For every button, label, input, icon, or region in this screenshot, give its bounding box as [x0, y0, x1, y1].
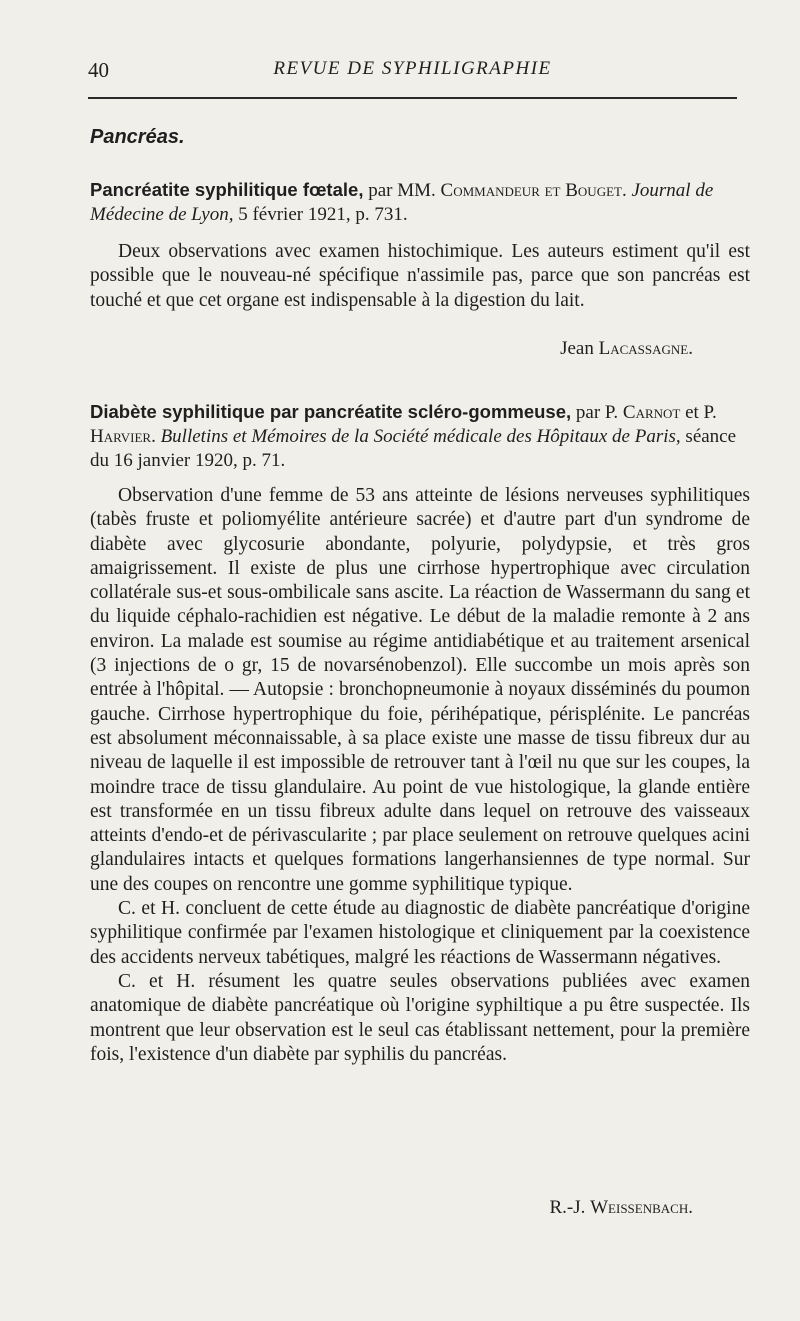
article2-author2: Harvier. [90, 426, 156, 447]
article2-signature [549, 1197, 693, 1219]
section-title: Pancréas. [90, 126, 185, 148]
article2-title: Diabète syphilitique par pancréatite scléro-gommeuse, [90, 401, 572, 422]
article2-signature-first: R.-J. [549, 1197, 591, 1218]
article1-body: Deux observations avec examen histochimique. Les auteurs estiment qu'il est possible que le nouveau-né spécifique n'assimile pas, parce que son pancréas est touché et que cet organe est indispensable à la digestion du lait. [90, 241, 750, 311]
article1-signature-first: Jean [560, 338, 599, 359]
article2-date: séance du 16 janvier 1920, p. 71. [90, 426, 737, 471]
article1-title: Pancréatite syphilitique fœtale, [90, 179, 364, 200]
article2-signature-last: Weissenbach. [590, 1197, 693, 1218]
article1-signature [560, 338, 693, 360]
article2-journal: Bulletins et Mémoires de la Société médicale des Hôpitaux de Paris, [155, 426, 681, 447]
article2-authors-mid: et P. [680, 402, 717, 423]
article2-authors-prefix: par P. [571, 402, 623, 423]
article1-authors-prefix: par MM. [363, 180, 441, 201]
article2-paragraph-2: C. et H. concluent de cette étude au diagnostic de diabète pancréatique d'origine syphilitique confirmée par l'examen histologique et cliniquement par la coexistence des accidents nerveux tabétiques, malgré les réactions de Wassermann négatives. [90, 898, 750, 968]
article1-signature-last: Lacassagne. [598, 338, 693, 359]
article2-author1: Carnot [622, 402, 681, 423]
article1-date: 5 février 1921, p. 731. [233, 204, 408, 225]
article2-paragraph-1: Observation d'une femme de 53 ans atteinte de lésions nerveuses syphilitiques (tabès fruste et poliomyélite antérieure sacrée) et d'autre part d'un syndrome de diabète avec glycosurie abondante, polyurie, polydypsie, et très gros amaigrissement. Il existe de plus une cirrhose hypertrophique avec circulation collatérale sus-et sous-ombilicale sans ascite. La réaction de Wassermann du sang et du liquide céphalo-rachidien est négative. Le début de la maladie remonte à 2 ans environ. La malade est soumise au régime antidiabétique et au traitement arsenical (3 injections de o gr, 15 de novarsénobenzol). Elle succombe un mois après son entrée à l'hôpital. — Autopsie : bronchopneumonie à noyaux disséminés du poumon gauche. Cirrhose hypertrophique du foie, périhépatique, périsplénite. Le pancréas est absolument méconnaissable, à sa place existe une masse de tissu fibreux dur au niveau de laquelle il est impossible de retrouver tant à l'œil nu que sur les coupes, la moindre trace de tissu glandulaire. Au point de vue histologique, la glande entière est transformée en un tissu fibreux adulte dans lequel on retrouve des vaisseaux atteints d'endo-et de périvascularite ; par place seulement on retrouve quelques acini glandulaires intacts et quelques formations langerhansiennes de type normal. Sur une des coupes on rencontre une gomme syphilitique typique. [90, 485, 750, 895]
header-rule [88, 97, 737, 99]
article2-reference [90, 400, 750, 473]
page-header [88, 58, 737, 84]
article1-reference [90, 178, 750, 227]
page-number: 40 [88, 58, 109, 82]
running-title: REVUE DE SYPHILIGRAPHIE [273, 58, 552, 79]
article2-body [90, 484, 750, 1067]
article2-paragraph-3: C. et H. résument les quatre seules observations publiées avec examen anatomique de diabète pancréatique où l'origine syphiltique a pu être suspectée. Ils montrent que leur observation est le seul cas établissant nettement, pour la première fois, l'existence d'un diabète par syphilis du pancréas. [90, 970, 750, 1065]
article1-authors: Commandeur et Bouget. [440, 180, 627, 201]
article1-journal: Journal de Médecine de Lyon, [90, 180, 714, 225]
